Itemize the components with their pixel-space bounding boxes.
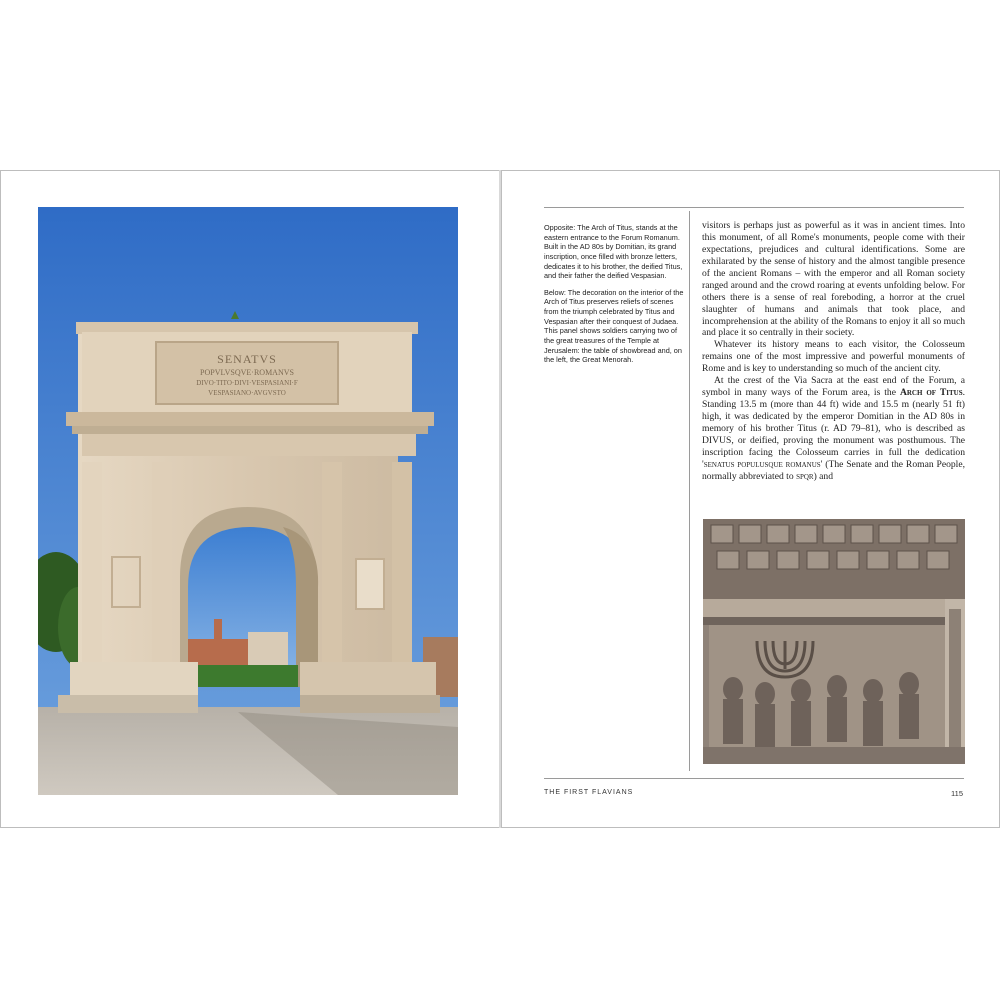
right-page: [501, 170, 1000, 828]
arch-inscription-line-2: POPVLVSQVE·ROMANVS: [200, 368, 294, 377]
body-paragraph-1: visitors is perhaps just as powerful as it was in ancient times. Into this monument, of all Rome's monuments, people come with their expectations, prejudices and cultural identifications. Some are exhilarated by the sense of history and the almost tangible presence of the ancient Romans – with the emperor and all Roman society ranged around and the crowd roaring at events unfolding below. For others there is a sense of real foreboding, a horror at the cruel slaughter of humans and animals that took place, and incomprehension at the ability of the Romans to enjoy it all so much and place it so centrally in their society.: [702, 220, 965, 339]
spqr-term: spqr: [796, 470, 814, 482]
bottom-rule: [544, 778, 964, 779]
senatus-term: senatus populusque romanus: [703, 458, 821, 470]
body-paragraph-3-b: . Standing 13.5 m (more than 44 ft) wide and 15.5 m (nearly 51 ft) high, it was dedicated by the emperor Domitian in the AD 80s in memory of his brother Titus (r. AD 79–81), who is described as: [702, 387, 965, 434]
caption-below: Below: The decoration on the interior of the Arch of Titus preserves reliefs of scenes from the triumph celebrated by Titus and Vespasian after their conquest of Judaea. This panel shows soldiers carrying two of the great treasures of the Temple at Jerusalem: the table of showbread and, on the left, the Great Menorah.: [544, 287, 684, 365]
left-page: [0, 170, 500, 828]
arch-of-titus-term: Arch of Titus: [899, 387, 963, 399]
running-head: THE FIRST FLAVIANS: [544, 789, 634, 796]
body-paragraph-3-d: ' (The Senate and the Roman People, normally abbreviated to: [702, 458, 965, 482]
body-paragraph-3-e: ) and: [813, 470, 834, 482]
body-paragraph-3-a: At the crest of the Via Sacra at the east end of the Forum, a symbol in many ways of the Forum area, is the: [702, 375, 965, 399]
page-number: 115: [951, 789, 963, 798]
column-rule: [689, 211, 690, 771]
caption-column: [544, 223, 684, 372]
arch-of-titus-photo: [38, 207, 458, 795]
body-paragraph-3-c: , or deified, proving the monument was posthumous. The inscription facing the Colosseum carries in full the dedication ': [702, 434, 965, 470]
arch-inscription-line-4: VESPASIANO·AVGVSTO: [208, 389, 286, 397]
body-paragraph-2: Whatever its history means to each visitor, the Colosseum remains one of the most impressive and powerful monuments of Rome and is key to understanding so much of the ancient city.: [702, 339, 965, 375]
book-spread: [0, 170, 1000, 830]
body-paragraph-3: [702, 375, 965, 482]
top-rule: [544, 207, 964, 208]
arch-inscription-line-3: DIVO·TITO·DIVI·VESPASIANI·F: [196, 379, 298, 387]
caption-opposite: Opposite: The Arch of Titus, stands at the eastern entrance to the Forum Romanum. Built in the AD 80s by Domitian, its grand inscription, once filled with bronze letters, dedicates it to his brother, the deified Titus, and their father the deified Vespasian.: [544, 223, 683, 281]
divus-term: DIVUS: [702, 434, 732, 446]
arch-inscription-line-1: SENATVS: [217, 352, 277, 366]
arch-relief-photo: [703, 519, 965, 764]
body-text: [702, 220, 965, 483]
